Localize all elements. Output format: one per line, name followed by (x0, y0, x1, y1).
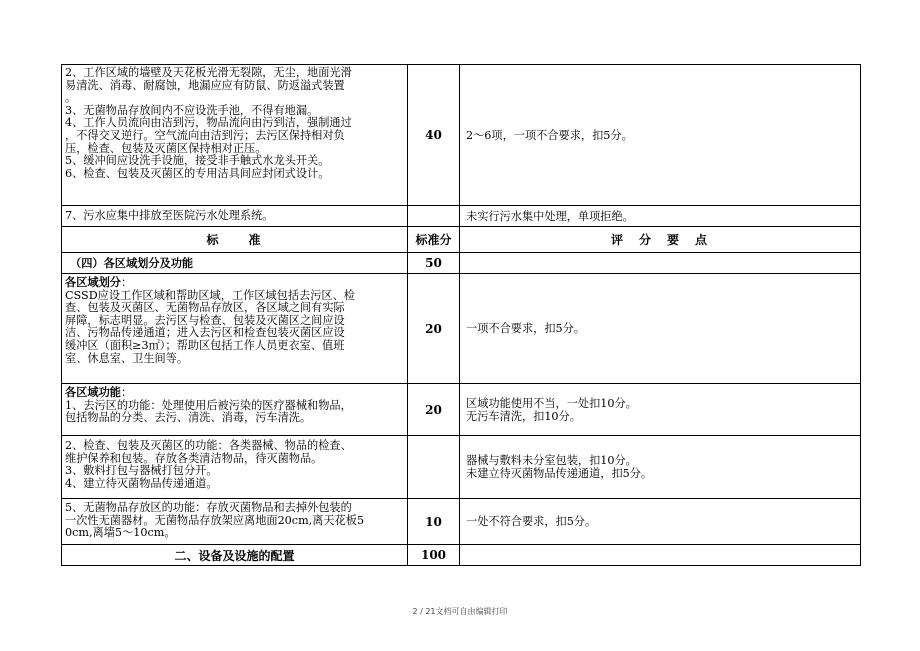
section-row (62, 253, 860, 274)
standard-cell (62, 384, 408, 435)
standard-line: 4、工作人员流向由洁到污，物品流向由污到洁，强制通过 (65, 116, 352, 130)
standard-line: 包括物品的分类、去污、清洗、消毒，污车清洗。 (65, 411, 312, 425)
score-cell: 10 (408, 499, 460, 544)
table-row (62, 499, 860, 545)
evaluation-cell (460, 545, 860, 565)
score-cell: 100 (408, 545, 460, 565)
standard-line: 6、检查、包装及灭菌区的专用洁具间应封闭式设计。 (65, 166, 330, 180)
standard-cell (62, 436, 408, 498)
evaluation-cell (460, 384, 860, 435)
header-evaluation: 评 分 要 点 (610, 233, 709, 247)
table-row (62, 206, 860, 227)
standard-cell: 7、污水应集中排放至医院污水处理系统。 (62, 206, 408, 226)
standard-cell (62, 65, 408, 205)
standards-table (61, 64, 861, 566)
standard-line: 缓冲区（面积≥3㎡）；帮助区包括工作人员更衣室、值班 (65, 338, 345, 352)
standard-line: 3、无菌物品存放间内不应设洗手池，不得有地漏。 (65, 103, 319, 117)
evaluation-cell (460, 253, 860, 273)
heading-suffix: ： (120, 276, 133, 289)
score-cell: 20 (408, 384, 460, 435)
table-row (62, 65, 860, 206)
standard-line: CSSD应设工作区域和帮助区域，工作区域包括去污区、检 (65, 288, 355, 302)
standard-line: ，不得交叉逆行。空气流向由洁到污；去污区保持相对负 (65, 128, 345, 142)
standard-line: 3、敷料打包与器械打包分开。 (65, 464, 218, 478)
section-title: （四）各区域划分及功能 (62, 253, 408, 273)
evaluation-cell: 一项不合要求，扣5分。 (466, 322, 585, 335)
standard-line: 1、去污区的功能：处理使用后被污染的医疗器械和物品， (65, 398, 352, 412)
evaluation-line: 未建立待灭菌物品传递通道，扣5分。 (466, 467, 653, 480)
table-row (62, 384, 860, 436)
standard-line: 0cm,离墙5～10cm。 (65, 526, 176, 540)
standard-line: 5、缓冲间应设洗手设施，接受非手触式水龙头开关。 (65, 154, 330, 168)
standard-line: 一次性无菌器材。无菌物品存放架应离地面20cm,离天花板5 (65, 513, 365, 527)
standard-line: 维护保养和包装。存放各类清洁物品，待灭菌物品。 (65, 451, 323, 465)
standard-line: 易清洗、消毒、耐腐蚀，地漏应应有防鼠、防返溢式装置 (65, 78, 345, 92)
standard-cell (62, 499, 408, 544)
evaluation-cell (460, 436, 860, 498)
standard-heading: 各区域功能 (65, 385, 121, 399)
evaluation-line: 器械与敷料未分室包装，扣10分。 (466, 454, 637, 467)
evaluation-cell: 未实行污水集中处理，单项拒绝。 (466, 209, 634, 223)
table-header-row (62, 227, 860, 253)
evaluation-cell: 一处不符合要求，扣5分。 (466, 515, 597, 528)
standard-line: 室、休息室、卫生间等。 (65, 351, 189, 365)
standard-heading: 各区域划分 (65, 275, 121, 289)
standard-line: 。 (65, 91, 77, 105)
heading-suffix: ： (120, 386, 133, 399)
standard-line: 5、无菌物品存放区的功能：存放灭菌物品和去掉外包装的 (65, 501, 352, 514)
standard-line: 洁、污物品传递通道；进入去污区和检查包装灭菌区应设 (65, 326, 345, 340)
score-cell: 20 (408, 274, 460, 383)
standard-line: 2、检查、包装及灭菌区的功能：各类器械、物品的检查、 (65, 439, 352, 452)
standard-line: 4、建立待灭菌物品传递通道。 (65, 476, 218, 490)
section-row (62, 545, 860, 566)
evaluation-cell: 2～6项，一项不合要求，扣5分。 (466, 128, 633, 142)
standard-line: 2、工作区域的墙壁及天花板光滑无裂隙，无尘，地面光滑 (65, 66, 352, 79)
table-row (62, 436, 860, 499)
score-cell: 50 (408, 253, 460, 273)
standard-line: 查、包装及灭菌区、无菌物品存放区，各区域之间有实际 (65, 301, 345, 315)
score-cell (408, 206, 460, 226)
score-cell (408, 436, 460, 498)
header-score: 标准分 (408, 227, 460, 252)
evaluation-line: 无污车清洗，扣10分。 (466, 409, 581, 423)
page-footer: 2 / 21文档可自由编辑打印 (412, 607, 508, 616)
score-cell: 40 (408, 65, 460, 205)
table-row (62, 274, 860, 384)
evaluation-line: 区域功能使用不当，一处扣10分。 (466, 396, 637, 410)
standard-cell (62, 274, 408, 383)
standard-line: 压，检查、包装及灭菌区保持相对正压。 (65, 141, 267, 155)
header-standard: 标 准 (62, 227, 408, 252)
section-title: 二、设备及设施的配置 (62, 545, 408, 565)
standard-line: 屏障，标志明显。去污区与检查、包装及灭菌区之间应设 (65, 313, 345, 327)
